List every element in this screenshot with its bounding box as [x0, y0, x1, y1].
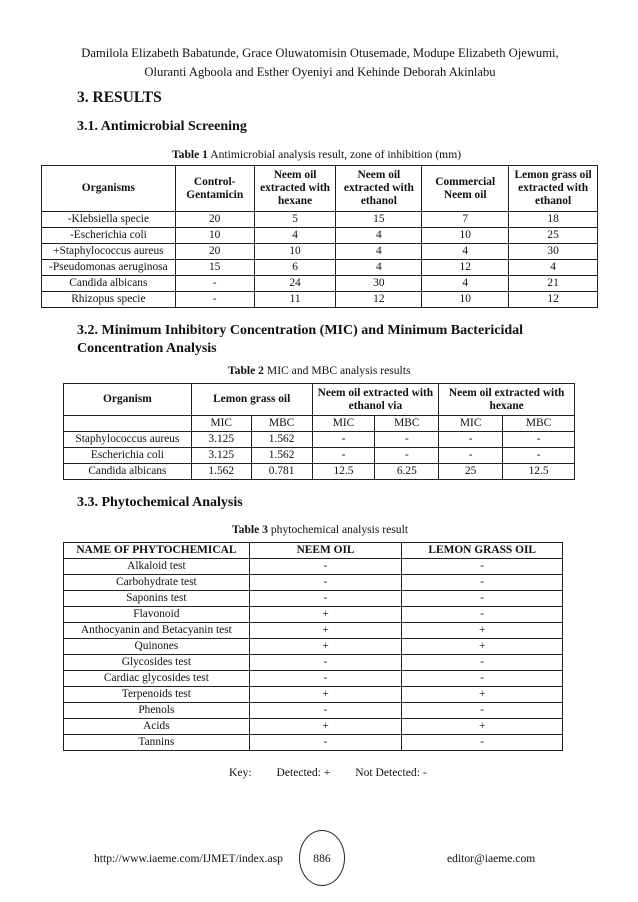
table-cell: -	[312, 432, 375, 448]
authors-line-2: Oluranti Agboola and Esther Oyeniyi and Kehinde Deborah Akinlabu	[144, 65, 496, 79]
table-cell: +	[249, 639, 402, 655]
table-cell: 10	[422, 228, 509, 244]
table-cell: -	[249, 559, 402, 575]
table-cell: 25	[509, 228, 598, 244]
table2-caption-label: Table 2	[228, 364, 264, 377]
table1-caption-label: Table 1	[172, 148, 208, 161]
header-cell: Control-Gentamicin	[175, 166, 254, 212]
table-cell: 12	[509, 292, 598, 308]
table-row	[64, 719, 563, 735]
table-cell: Rhizopus specie	[42, 292, 176, 308]
table-cell: -	[402, 703, 563, 719]
subheader-cell: MIC	[191, 416, 251, 432]
table-cell: 25	[439, 464, 503, 480]
table-cell: -	[249, 575, 402, 591]
table-row	[64, 575, 563, 591]
table-cell: Cardiac glycosides test	[64, 671, 250, 687]
legend-key	[229, 766, 449, 779]
table-cell: -	[402, 607, 563, 623]
table-cell: +	[249, 687, 402, 703]
table-row	[64, 703, 563, 719]
table-cell: Anthocyanin and Betacyanin test	[64, 623, 250, 639]
table-cell: +	[249, 607, 402, 623]
header-cell: NEEM OIL	[249, 543, 402, 559]
table-row	[42, 260, 598, 276]
table-cell: 10	[254, 244, 336, 260]
table1-caption	[172, 148, 461, 161]
table-cell: Saponins test	[64, 591, 250, 607]
table-cell: 10	[422, 292, 509, 308]
table-cell: Phenols	[64, 703, 250, 719]
table-cell: +	[249, 719, 402, 735]
table-cell: Candida albicans	[42, 276, 176, 292]
table-cell: 3.125	[191, 432, 251, 448]
table-cell: -	[503, 448, 575, 464]
table-cell: -	[312, 448, 375, 464]
table-cell: 30	[336, 276, 422, 292]
table-cell: Flavonoid	[64, 607, 250, 623]
table-cell: 4	[422, 244, 509, 260]
key-detected: Detected: +	[276, 766, 331, 779]
table-row	[64, 448, 575, 464]
table2-caption-text: MIC and MBC analysis results	[263, 364, 411, 377]
table-cell: -	[402, 559, 563, 575]
table-row	[64, 432, 575, 448]
header-cell: Commercial Neem oil	[422, 166, 509, 212]
table-cell: Alkaloid test	[64, 559, 250, 575]
header-cell: Organisms	[42, 166, 176, 212]
subheader-cell: MBC	[251, 416, 312, 432]
table-cell: -	[503, 432, 575, 448]
table-cell: +	[402, 623, 563, 639]
table-cell: -	[249, 735, 402, 751]
table-row	[42, 212, 598, 228]
table-cell: Staphylococcus aureus	[64, 432, 192, 448]
table-row	[64, 639, 563, 655]
table-cell: 18	[509, 212, 598, 228]
header-cell: Neem oil extracted with ethanol	[336, 166, 422, 212]
subheader-cell: MBC	[503, 416, 575, 432]
table-row	[42, 244, 598, 260]
header-cell: NAME OF PHYTOCHEMICAL	[64, 543, 250, 559]
mic-mbc-table	[63, 383, 575, 480]
footer-url-link[interactable]: http://www.iaeme.com/IJMET/index.asp	[94, 852, 283, 865]
table-row	[42, 228, 598, 244]
authors-line-1: Damilola Elizabeth Babatunde, Grace Oluwatomisin Otusemade, Modupe Elizabeth Ojewumi,	[81, 46, 559, 60]
table3-caption-label: Table 3	[232, 523, 268, 536]
table-cell: 1.562	[251, 448, 312, 464]
table-cell: -	[249, 703, 402, 719]
table-header-row	[64, 384, 575, 416]
table-row	[64, 655, 563, 671]
table-cell: +	[249, 623, 402, 639]
table-cell: +	[402, 639, 563, 655]
header-cell: Lemon grass oil	[191, 384, 312, 416]
table-row	[64, 464, 575, 480]
table-cell: 12	[336, 292, 422, 308]
table-header-row	[64, 543, 563, 559]
table-cell: 5	[254, 212, 336, 228]
table-cell: 1.562	[251, 432, 312, 448]
table-cell: -	[249, 591, 402, 607]
phytochemical-table	[63, 542, 563, 751]
header-cell: Lemon grass oil extracted with ethanol	[509, 166, 598, 212]
table-cell: 4	[336, 228, 422, 244]
table-cell: Acids	[64, 719, 250, 735]
key-label: Key:	[229, 766, 252, 779]
subheader-cell: MBC	[375, 416, 439, 432]
table-header-row	[42, 166, 598, 212]
header-cell: Organism	[64, 384, 192, 416]
section-title-results: 3. RESULTS	[77, 89, 162, 106]
table-cell: -	[375, 432, 439, 448]
table3-caption-text: phytochemical analysis result	[267, 523, 409, 536]
table-cell: 21	[509, 276, 598, 292]
table-cell: +	[402, 687, 563, 703]
table-cell: 12	[422, 260, 509, 276]
table-cell: -Pseudomonas aeruginosa	[42, 260, 176, 276]
table-cell: Candida albicans	[64, 464, 192, 480]
table-cell: 12.5	[312, 464, 375, 480]
header-cell: Neem oil extracted with ethanol via	[312, 384, 439, 416]
table-cell: 30	[509, 244, 598, 260]
table3-caption	[232, 523, 408, 536]
table-cell: 4	[509, 260, 598, 276]
table-cell: 0.781	[251, 464, 312, 480]
table-row	[64, 623, 563, 639]
table-cell: Carbohydrate test	[64, 575, 250, 591]
table-subheader-row	[64, 416, 575, 432]
table-cell: -	[402, 655, 563, 671]
subsection-title-antimicrobial: 3.1. Antimicrobial Screening	[77, 119, 247, 134]
table-row	[64, 735, 563, 751]
table-cell: Terpenoids test	[64, 687, 250, 703]
table-row	[64, 671, 563, 687]
table-cell: Escherichia coli	[64, 448, 192, 464]
page-number: 886	[299, 830, 345, 886]
footer-email-link[interactable]: editor@iaeme.com	[447, 852, 536, 865]
table-cell: -	[402, 671, 563, 687]
table-row	[64, 607, 563, 623]
table-cell: Glycosides test	[64, 655, 250, 671]
subheader-cell	[64, 416, 192, 432]
table-cell: 4	[336, 260, 422, 276]
table-cell: 6.25	[375, 464, 439, 480]
table-cell: -	[175, 292, 254, 308]
table-cell: -	[402, 575, 563, 591]
header-cell: Neem oil extracted with hexane	[439, 384, 575, 416]
table-cell: 15	[175, 260, 254, 276]
table-cell: -	[439, 448, 503, 464]
table-cell: 6	[254, 260, 336, 276]
header-cell: Neem oil extracted with hexane	[254, 166, 336, 212]
antimicrobial-table	[41, 165, 598, 308]
table-row	[42, 276, 598, 292]
table-cell: 1.562	[191, 464, 251, 480]
table-cell: 24	[254, 276, 336, 292]
table-cell: 4	[336, 244, 422, 260]
subheader-cell: MIC	[312, 416, 375, 432]
table-cell: -	[439, 432, 503, 448]
table-cell: 20	[175, 244, 254, 260]
table-cell: 20	[175, 212, 254, 228]
table-cell: -	[402, 735, 563, 751]
table-cell: -Escherichia coli	[42, 228, 176, 244]
key-not-detected: Not Detected: -	[355, 766, 427, 779]
table-cell: -	[402, 591, 563, 607]
table1-caption-text: Antimicrobial analysis result, zone of inhibition (mm)	[207, 148, 462, 161]
table-cell: 10	[175, 228, 254, 244]
table-cell: -	[249, 671, 402, 687]
author-list	[40, 44, 600, 82]
table-cell: -	[375, 448, 439, 464]
table2-caption	[228, 364, 411, 377]
table-row	[64, 687, 563, 703]
table-row	[64, 591, 563, 607]
table-cell: 7	[422, 212, 509, 228]
table-cell: +Staphylococcus aureus	[42, 244, 176, 260]
table-cell: -	[249, 655, 402, 671]
subsection-title-phytochemical: 3.3. Phytochemical Analysis	[77, 495, 243, 510]
table-cell: 12.5	[503, 464, 575, 480]
header-cell: LEMON GRASS OIL	[402, 543, 563, 559]
table-cell: Quinones	[64, 639, 250, 655]
table-cell: -Klebsiella specie	[42, 212, 176, 228]
table-cell: Tannins	[64, 735, 250, 751]
subsection-title-mic-mbc: 3.2. Minimum Inhibitory Concentration (MIC) and Minimum Bactericidal Concentration Analysis	[77, 323, 524, 356]
table-cell: 3.125	[191, 448, 251, 464]
table-row	[64, 559, 563, 575]
table-cell: +	[402, 719, 563, 735]
table-cell: -	[175, 276, 254, 292]
table-cell: 15	[336, 212, 422, 228]
table-cell: 11	[254, 292, 336, 308]
table-cell: 4	[254, 228, 336, 244]
table-row	[42, 292, 598, 308]
subheader-cell: MIC	[439, 416, 503, 432]
table-cell: 4	[422, 276, 509, 292]
